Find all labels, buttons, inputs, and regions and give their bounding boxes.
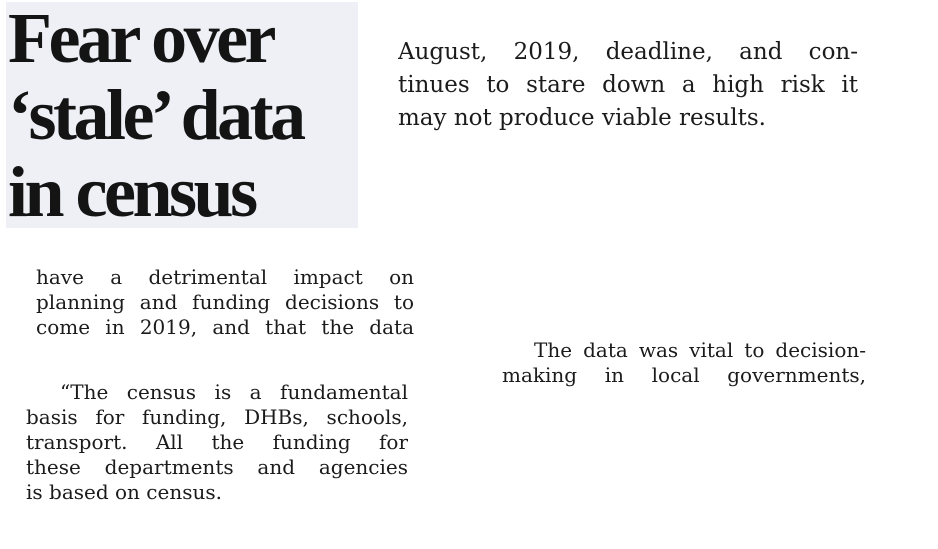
text-line: “The census is a fundamental (60, 380, 408, 404)
text-line: The data was vital to decision- (534, 338, 866, 362)
text-line: is based on census. (26, 480, 222, 504)
text-line: may not produce viable results. (398, 105, 766, 131)
text-line: transport. All the funding for (26, 430, 408, 454)
text-clip-impact (36, 265, 414, 347)
headline-line: in census (8, 152, 255, 228)
headline-line: ‘stale’ data (8, 75, 303, 155)
text-clip-quote (26, 380, 408, 508)
text-line: planning and funding decisions to (36, 290, 414, 314)
text-line: making in local governments, (502, 363, 866, 387)
text-line: August, 2019, deadline, and con- (398, 39, 858, 65)
text-line: come in 2019, and that the data (36, 315, 414, 339)
text-line: these departments and agencies (26, 455, 408, 479)
text-clip-vital (502, 338, 866, 410)
headline-block (6, 2, 358, 228)
text-clip-deadline (398, 36, 858, 146)
text-line: tinues to stare down a high risk it (398, 72, 858, 98)
text-line: have a detrimental impact on (36, 265, 414, 289)
headline (6, 2, 358, 228)
text-line: basis for funding, DHBs, schools, (26, 405, 408, 429)
headline-line: Fear over (8, 2, 274, 78)
